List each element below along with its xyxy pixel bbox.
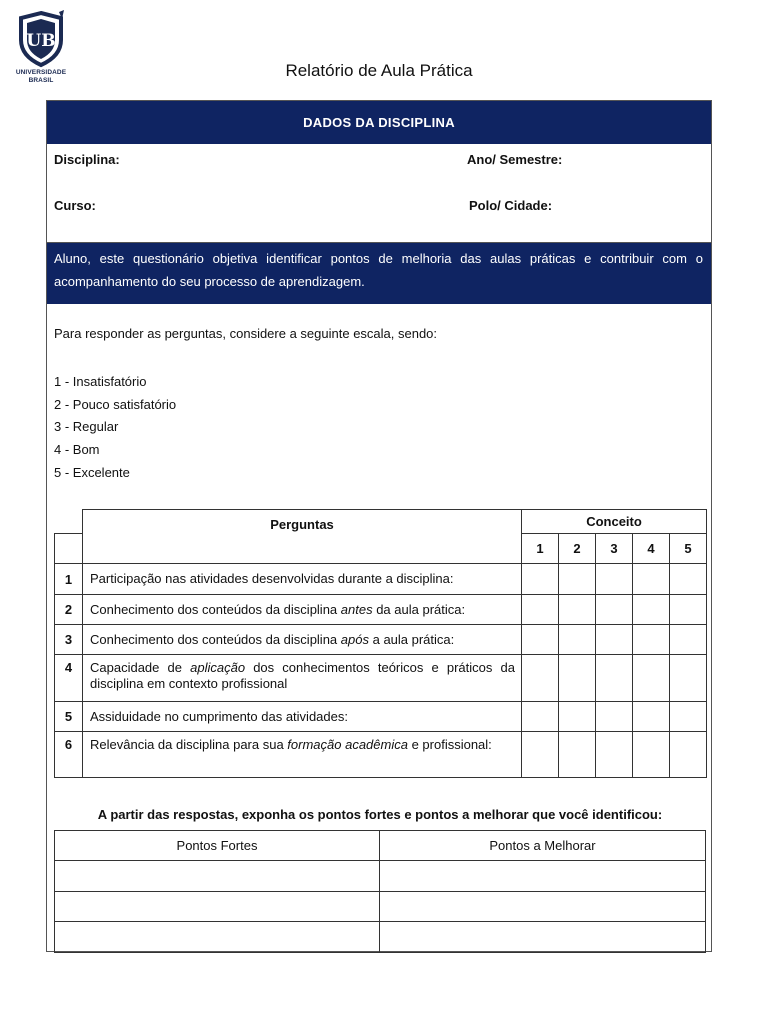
rating-cell[interactable] — [596, 595, 633, 625]
question-number: 1 — [55, 564, 83, 595]
rating-cell[interactable] — [670, 655, 707, 702]
scale-header-5: 5 — [670, 534, 707, 564]
rating-cell[interactable] — [670, 595, 707, 625]
table-row — [55, 564, 707, 595]
table-row — [55, 732, 707, 778]
table-row — [55, 655, 707, 702]
improve-column-header: Pontos a Melhorar — [380, 831, 706, 861]
info-banner: Aluno, este questionário objetiva identificar pontos de melhoria das aulas práticas e contribuir com o acompanhamento do seu processo de aprendizagem. — [47, 243, 711, 304]
rating-cell[interactable] — [596, 702, 633, 732]
rating-cell[interactable] — [522, 732, 559, 778]
scale-list — [54, 371, 176, 485]
question-text: Capacidade de aplicação dos conhecimentos teóricos e práticos da disciplina em contexto profissional — [83, 655, 522, 702]
rating-cell[interactable] — [559, 564, 596, 595]
rating-cell[interactable] — [522, 595, 559, 625]
rating-cell[interactable] — [633, 702, 670, 732]
table-corner-cell — [55, 510, 83, 534]
rating-cell[interactable] — [559, 625, 596, 655]
table-row — [55, 922, 706, 953]
strengths-section-title: A partir das respostas, exponha os pontos fortes e pontos a melhorar que você identificou: — [97, 807, 663, 822]
rating-cell[interactable] — [596, 625, 633, 655]
number-header-cell — [55, 534, 83, 564]
rating-cell[interactable] — [559, 595, 596, 625]
rating-cell[interactable] — [633, 655, 670, 702]
scale-item: 3 - Regular — [54, 419, 119, 435]
rating-cell[interactable] — [522, 655, 559, 702]
strengths-table — [54, 830, 706, 953]
concept-column-header: Conceito — [522, 510, 707, 534]
scale-header-1: 1 — [522, 534, 559, 564]
scale-item: 5 - Excelente — [54, 464, 130, 480]
question-text: Conhecimento dos conteúdos da disciplina antes da aula prática: — [83, 595, 522, 625]
question-text: Conhecimento dos conteúdos da disciplina após a aula prática: — [83, 625, 522, 655]
table-row — [55, 595, 707, 625]
rating-cell[interactable] — [633, 625, 670, 655]
scale-item: 4 - Bom — [54, 442, 100, 458]
rating-cell[interactable] — [633, 595, 670, 625]
discipline-section-header: DADOS DA DISCIPLINA — [47, 101, 711, 144]
rating-cell[interactable] — [559, 655, 596, 702]
rating-cell[interactable] — [596, 564, 633, 595]
rating-cell[interactable] — [670, 702, 707, 732]
discipline-label: Disciplina: — [54, 152, 120, 167]
rating-cell[interactable] — [633, 732, 670, 778]
strength-input-cell[interactable] — [55, 861, 380, 892]
improve-input-cell[interactable] — [380, 922, 706, 953]
question-number: 6 — [55, 732, 83, 778]
scale-header-4: 4 — [633, 534, 670, 564]
question-number: 5 — [55, 702, 83, 732]
rating-cell[interactable] — [596, 732, 633, 778]
question-number: 2 — [55, 595, 83, 625]
question-text: Participação nas atividades desenvolvidas durante a disciplina: — [83, 564, 522, 595]
questions-column-header: Perguntas — [83, 510, 522, 564]
document-title: Relatório de Aula Prática — [285, 61, 473, 80]
strength-input-cell[interactable] — [55, 892, 380, 922]
table-row — [55, 702, 707, 732]
scale-item: 2 - Pouco satisfatório — [54, 396, 177, 412]
rating-cell[interactable] — [633, 564, 670, 595]
logo-name-line1: UNIVERSIDADE — [15, 69, 67, 76]
rating-cell[interactable] — [670, 625, 707, 655]
year-semester-label: Ano/ Semestre: — [467, 152, 563, 167]
shield-logo-icon — [15, 10, 67, 68]
question-number: 4 — [55, 655, 83, 702]
table-row — [55, 625, 707, 655]
strengths-column-header: Pontos Fortes — [55, 831, 380, 861]
questions-table — [54, 509, 707, 778]
rating-cell[interactable] — [596, 655, 633, 702]
rating-cell[interactable] — [559, 702, 596, 732]
rating-cell[interactable] — [522, 625, 559, 655]
rating-cell[interactable] — [670, 564, 707, 595]
question-text: Assiduidade no cumprimento das atividades: — [83, 702, 522, 732]
strength-input-cell[interactable] — [55, 922, 380, 953]
scale-header-2: 2 — [559, 534, 596, 564]
rating-cell[interactable] — [522, 564, 559, 595]
report-form — [46, 100, 712, 952]
course-label: Curso: — [54, 198, 96, 213]
question-number: 3 — [55, 625, 83, 655]
logo-monogram: UB — [26, 31, 56, 51]
pole-city-label: Polo/ Cidade: — [469, 198, 553, 213]
rating-cell[interactable] — [670, 732, 707, 778]
logo-name-line2: BRASIL — [28, 77, 54, 84]
table-row — [55, 892, 706, 922]
table-row — [55, 861, 706, 892]
improve-input-cell[interactable] — [380, 892, 706, 922]
scale-item: 1 - Insatisfatório — [54, 374, 147, 389]
question-text: Relevância da disciplina para sua formação acadêmica e profissional: — [83, 732, 522, 778]
scale-intro: Para responder as perguntas, considere a seguinte escala, sendo: — [54, 326, 438, 341]
rating-cell[interactable] — [559, 732, 596, 778]
scale-header-3: 3 — [596, 534, 633, 564]
improve-input-cell[interactable] — [380, 861, 706, 892]
rating-cell[interactable] — [522, 702, 559, 732]
